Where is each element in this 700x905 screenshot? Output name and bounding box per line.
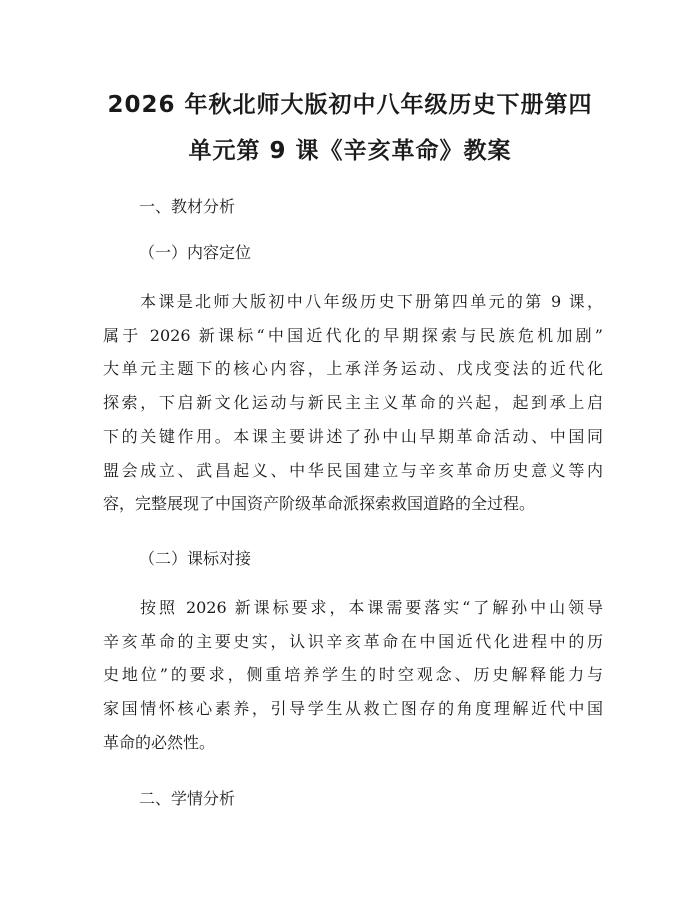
document-title-line-2: 单元第 9 课《辛亥革命》教案 <box>188 138 512 164</box>
paragraph-line: 按照 2026 新课标要求，本课需要落实“了解孙中山领导 <box>140 598 603 617</box>
section-heading-learner-analysis: 二、学情分析 <box>139 789 236 808</box>
subsection-heading-content-positioning: （一）内容定位 <box>139 243 252 262</box>
paragraph-line: 属于 2026 新课标“中国近代化的早期探索与民族危机加剧” <box>103 325 603 345</box>
document-title-line-1: 2026 年秋北师大版初中八年级历史下册第四 <box>107 92 593 118</box>
paragraph-line: 辛亥革命的主要史实，认识辛亥革命在中国近代化进程中的历 <box>103 631 603 651</box>
paragraph-curriculum-alignment <box>103 591 603 760</box>
paragraph-line: 盟会成立、武昌起义、中华民国建立与辛亥革命历史意义等内 <box>103 460 603 480</box>
paragraph-line: 本课是北师大版初中八年级历史下册第四单元的第 9 课， <box>140 292 603 311</box>
paragraph-line: 探索，下启新文化运动与新民主主义革命的兴起，起到承上启 <box>103 393 603 413</box>
paragraph-line: 大单元主题下的核心内容，上承洋务运动、戊戌变法的近代化 <box>103 359 603 379</box>
paragraph-line: 史地位”的要求，侧重培养学生的时空观念、历史解释能力与 <box>103 665 603 685</box>
subsection-heading-curriculum-alignment: （二）课标对接 <box>139 549 252 568</box>
paragraph-line: 下的关键作用。本课主要讲述了孙中山早期革命活动、中国同 <box>103 426 603 446</box>
paragraph-content-positioning <box>103 285 603 521</box>
section-heading-textbook-analysis: 一、教材分析 <box>139 197 236 216</box>
paragraph-line: 家国情怀核心素养，引导学生从救亡图存的角度理解近代中国 <box>103 699 603 719</box>
paragraph-line: 容，完整展现了中国资产阶级革命派探索救国道路的全过程。 <box>103 494 536 514</box>
paragraph-line: 革命的必然性。 <box>103 732 216 752</box>
